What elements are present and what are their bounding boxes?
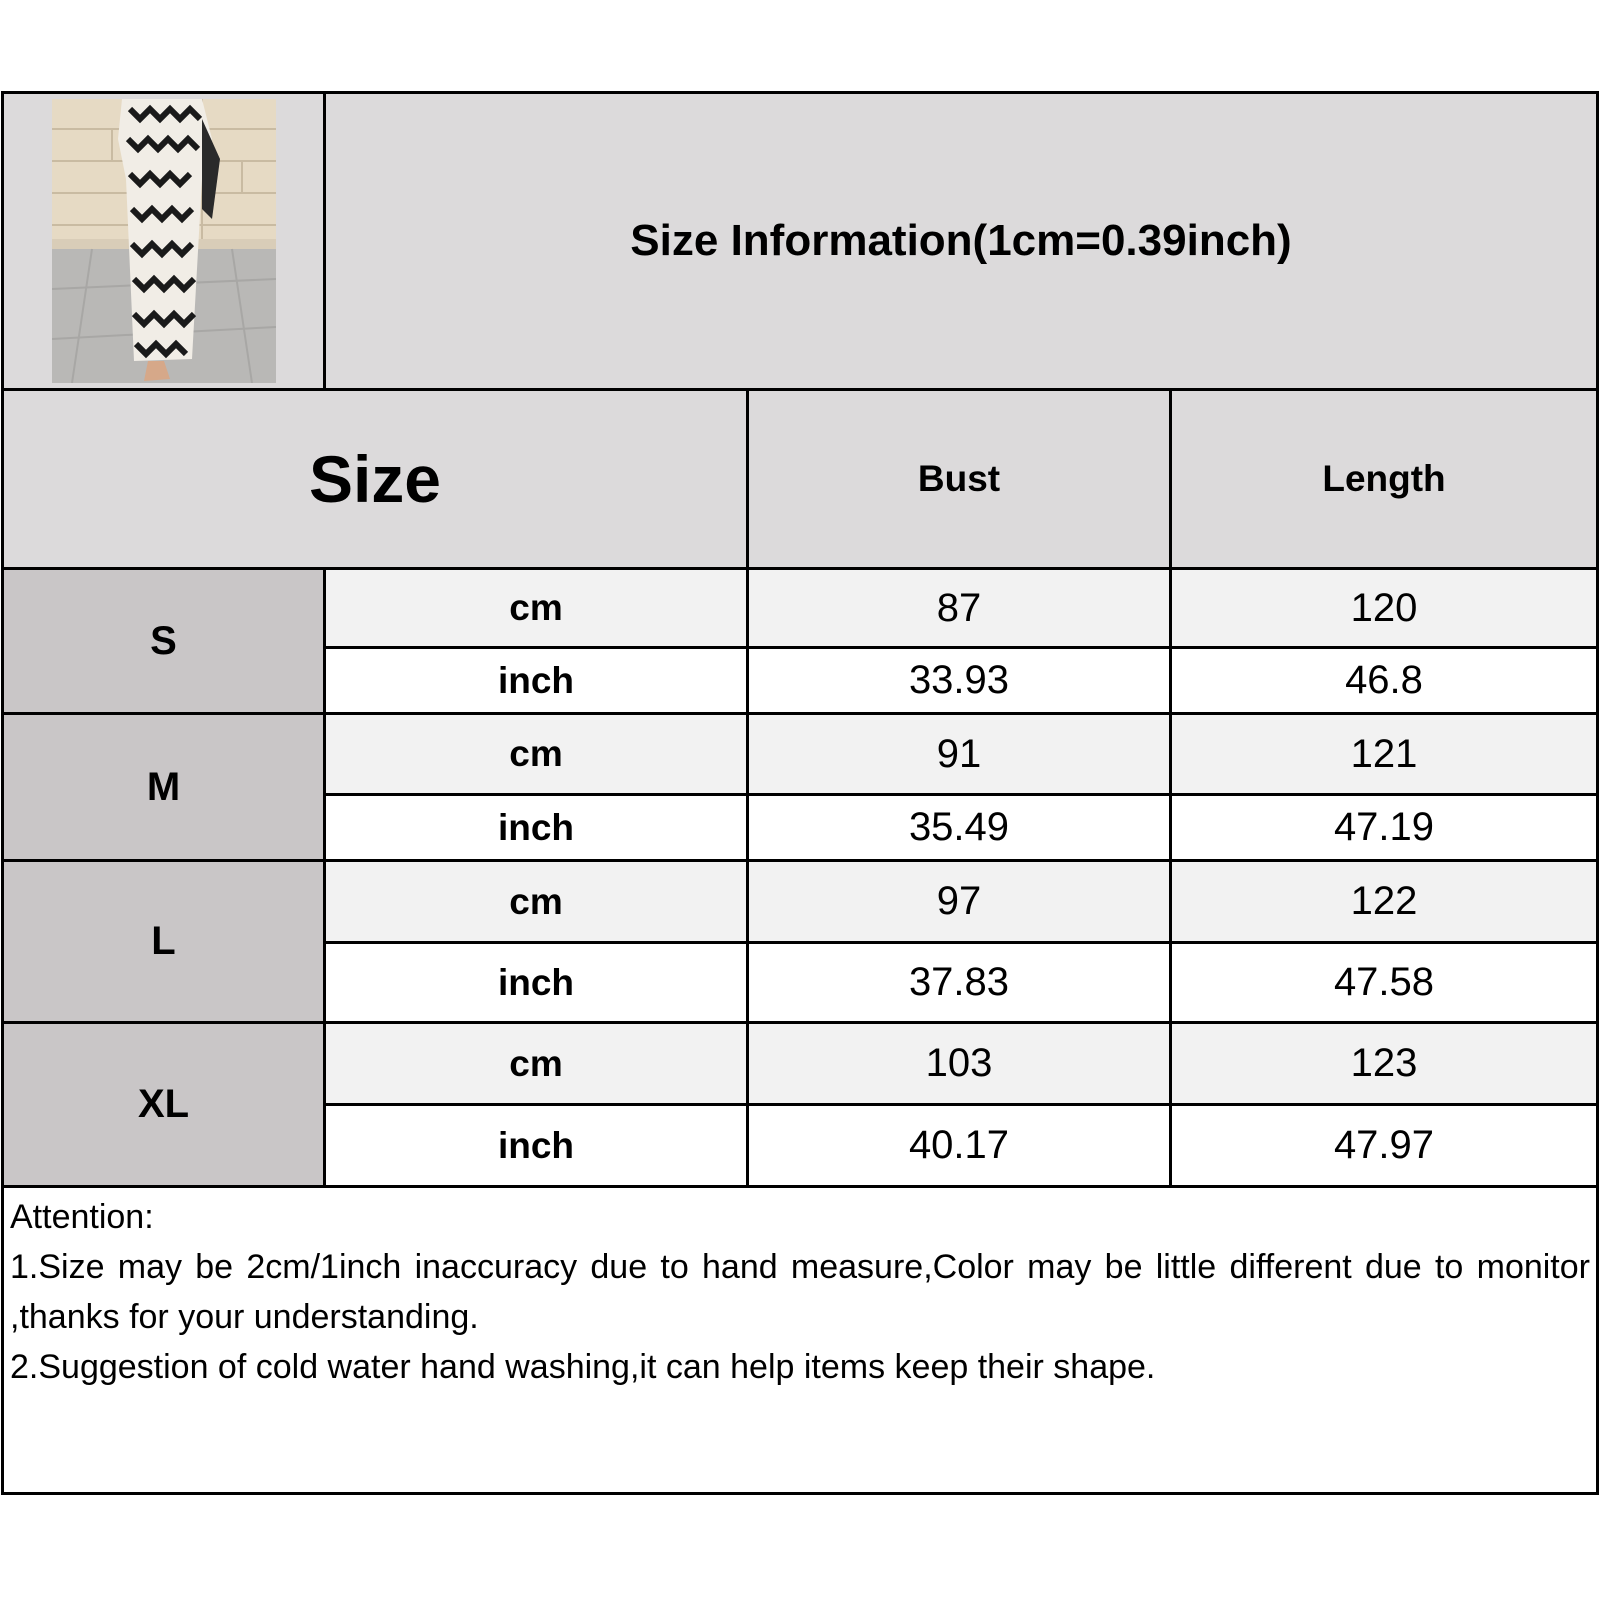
length-cell [1169,1021,1599,1106]
notes-heading: Attention: [10,1198,154,1236]
size-label-s [1,567,326,715]
bust-cell [746,941,1172,1024]
unit-cell [323,859,749,944]
size-text: XL [137,1082,190,1126]
bust-cell [746,567,1172,649]
product-photo-cell [1,91,326,391]
unit-text: inch [497,961,575,1003]
unit-text: cm [509,1042,563,1084]
length-value: 123 [1350,1041,1418,1085]
bust-value: 103 [925,1041,993,1085]
unit-cell [323,1103,749,1188]
unit-cell [323,793,749,862]
bust-header-text: Bust [917,458,1001,499]
bust-column-header [746,388,1172,570]
title-text: Size Information(1cm=0.39inch) [630,216,1292,265]
bust-cell [746,712,1172,796]
length-value: 122 [1350,879,1418,923]
length-cell [1169,712,1599,796]
bust-cell [746,646,1172,715]
length-value: 121 [1350,731,1418,776]
unit-text: inch [497,1124,575,1166]
unit-text: inch [497,659,575,701]
size-label-m [1,712,326,862]
unit-text: cm [509,733,563,774]
unit-text: cm [509,880,563,922]
length-value: 46.8 [1345,658,1423,702]
length-value: 47.58 [1333,960,1435,1004]
length-cell [1169,1103,1599,1188]
length-header-text: Length [1322,458,1446,499]
attention-notes [1,1185,1599,1495]
unit-cell [323,567,749,649]
product-photo [52,99,276,383]
unit-cell [323,941,749,1024]
length-value: 47.19 [1333,805,1435,849]
bust-cell [746,1103,1172,1188]
bust-value: 40.17 [908,1123,1010,1167]
bust-cell [746,1021,1172,1106]
bust-cell [746,859,1172,944]
size-label-l [1,859,326,1024]
unit-text: cm [509,587,563,628]
page-title [323,91,1599,391]
length-cell [1169,793,1599,862]
length-cell [1169,646,1599,715]
bust-value: 97 [936,879,982,923]
bust-value: 33.93 [908,658,1010,702]
length-cell [1169,859,1599,944]
unit-text: inch [497,806,575,848]
length-cell [1169,941,1599,1024]
unit-cell [323,1021,749,1106]
bust-value: 37.83 [908,960,1010,1004]
size-column-header [1,388,749,570]
length-column-header [1169,388,1599,570]
note-item: 1.Size may be 2cm/1inch inaccuracy due to hand measure,Color may be little different due to monitor ,thanks for your understanding. [10,1248,1590,1336]
unit-cell [323,646,749,715]
size-chart [1,91,1599,1506]
size-header-text: Size [308,442,442,516]
size-text: M [146,764,181,809]
bust-value: 35.49 [908,805,1010,849]
bust-cell [746,793,1172,862]
length-value: 120 [1350,585,1418,630]
length-value: 47.97 [1333,1123,1435,1167]
bust-value: 91 [936,731,982,776]
size-text: S [150,618,177,663]
bust-value: 87 [936,585,982,630]
unit-cell [323,712,749,796]
size-label-xl [1,1021,326,1188]
size-text: L [151,919,176,963]
length-cell [1169,567,1599,649]
note-item: 2.Suggestion of cold water hand washing,it can help items keep their shape. [10,1348,1156,1386]
